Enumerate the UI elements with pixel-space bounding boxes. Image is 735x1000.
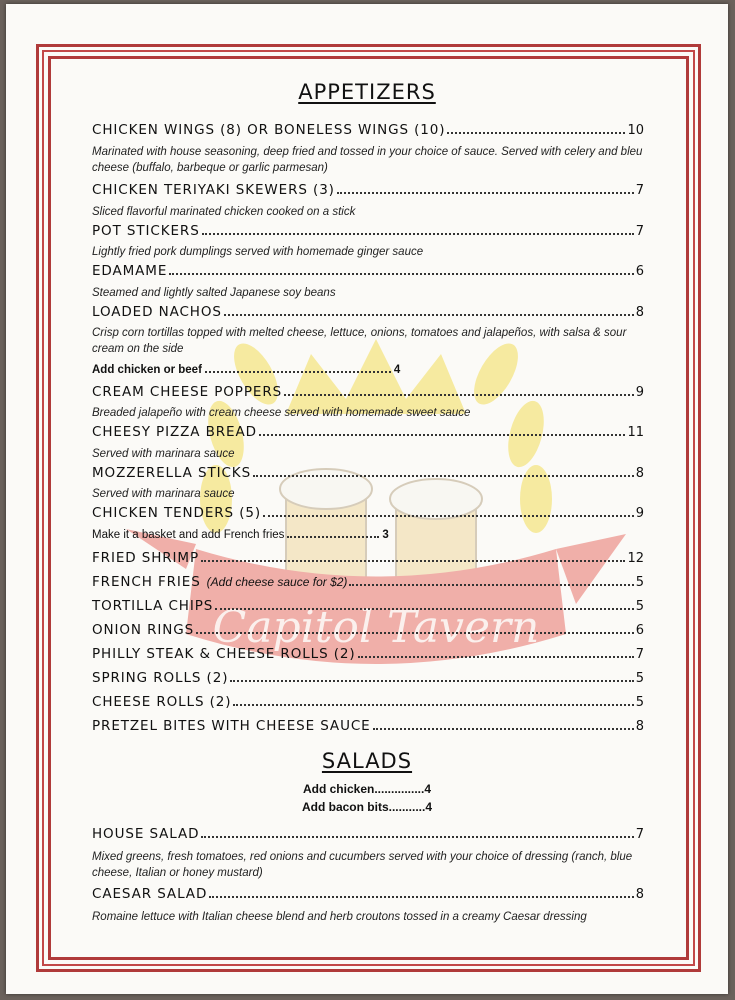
menu-item-description: Mixed greens, fresh tomatoes, red onions and cucumbers served with your choice of dressing (ranch, blue cheese, Italian or honey mustard) <box>92 851 633 879</box>
menu-item <box>92 122 644 140</box>
menu-item-name: TORTILLA CHIPS <box>92 598 214 614</box>
menu-item-name: CAESAR SALAD <box>92 886 208 902</box>
menu-item-name: CREAM CHEESE POPPERS <box>92 384 283 400</box>
menu-content <box>6 4 728 994</box>
menu-item-price: 8 <box>635 305 644 320</box>
dot-leader <box>230 680 633 682</box>
menu-item-name: CHEESE ROLLS (2) <box>92 694 232 710</box>
menu-item-name: POT STICKERS <box>92 223 200 239</box>
dot-leader <box>358 656 634 658</box>
menu-item-price: 7 <box>635 827 644 842</box>
dot-leader <box>349 584 633 586</box>
menu-item <box>92 424 644 442</box>
menu-item-name: LOADED NACHOS <box>92 304 222 320</box>
menu-item-description: Steamed and lightly salted Japanese soy beans <box>92 287 336 299</box>
section-title-salads: SALADS <box>321 749 413 773</box>
menu-item <box>92 646 644 664</box>
dot-leader <box>209 896 633 898</box>
dot-leader <box>201 560 625 562</box>
menu-item-price: 6 <box>635 264 644 279</box>
menu-item-name: FRIED SHRIMP <box>92 550 200 566</box>
menu-item <box>92 223 644 241</box>
menu-item-note: (Add cheese sauce for $2) <box>206 575 348 589</box>
menu-item-name: MOZZERELLA STICKS <box>92 465 252 481</box>
menu-item-price: 5 <box>635 671 644 686</box>
menu-item <box>92 718 644 736</box>
menu-item-description: Served with marinara sauce <box>92 488 235 500</box>
menu-item <box>92 694 644 712</box>
addon-label: Add chicken or beef <box>92 364 202 376</box>
dot-leader <box>253 475 634 477</box>
menu-item-price: 7 <box>635 224 644 239</box>
menu-item-price: 11 <box>627 425 644 440</box>
addon-line <box>92 529 389 545</box>
menu-item-description: Marinated with house seasoning, deep fried and tossed in your choice of sauce. Served with celery and bleu cheese (buffalo, barbeque or garlic parmesan) <box>92 146 643 174</box>
addon-line <box>92 364 400 380</box>
addon-label: Make it a basket and add French fries <box>92 529 285 541</box>
menu-item-name: CHICKEN WINGS (8) OR BONELESS WINGS (10) <box>92 122 446 138</box>
menu-item-price: 5 <box>635 575 644 590</box>
menu-item-description: Romaine lettuce with Italian cheese blend and herb croutons tossed in a creamy Caesar dressing <box>92 911 587 923</box>
dot-leader <box>205 371 391 373</box>
dot-leader <box>233 704 633 706</box>
menu-item-name: PHILLY STEAK & CHEESE ROLLS (2) <box>92 646 356 662</box>
salad-addon <box>6 800 728 814</box>
salad-addon-label: Add chicken <box>302 782 375 796</box>
menu-item <box>92 598 644 616</box>
menu-item-name: CHICKEN TERIYAKI SKEWERS (3) <box>92 182 335 198</box>
menu-item-name: FRENCH FRIES <box>92 574 201 590</box>
dot-leader <box>337 192 634 194</box>
menu-item <box>92 622 644 640</box>
watermark-text: Capitol Tavern <box>212 602 540 653</box>
menu-item-description: Sliced flavorful marinated chicken cooked on a stick <box>92 206 356 218</box>
menu-item <box>92 304 644 322</box>
menu-item <box>92 550 644 568</box>
salad-addon-price: 4 <box>424 782 432 796</box>
menu-item-price: 5 <box>635 599 644 614</box>
menu-item <box>92 465 644 483</box>
menu-item-price: 8 <box>635 466 644 481</box>
salad-addon-label: Add bacon bits <box>301 800 389 814</box>
menu-item-name: EDAMAME <box>92 263 168 279</box>
menu-item-price: 5 <box>635 695 644 710</box>
menu-item-name: SPRING ROLLS (2) <box>92 670 229 686</box>
dot-leader <box>169 273 633 275</box>
menu-item-price: 6 <box>635 623 644 638</box>
menu-item <box>92 384 644 402</box>
dot-leader <box>287 536 379 538</box>
menu-item-price: 9 <box>635 385 644 400</box>
dot-leader <box>215 608 633 610</box>
menu-item-price: 7 <box>635 647 644 662</box>
salad-addon <box>6 782 728 796</box>
dot-leader <box>201 836 633 838</box>
menu-item-price: 10 <box>627 123 644 138</box>
section-title-appetizers: APPETIZERS <box>298 80 436 104</box>
menu-item-name: CHEESY PIZZA BREAD <box>92 424 257 440</box>
dot-leader <box>263 515 634 517</box>
menu-item-description: Lightly fried pork dumplings served with homemade ginger sauce <box>92 246 424 258</box>
menu-item <box>92 670 644 688</box>
dot-leader <box>196 632 634 634</box>
menu-item-name: HOUSE SALAD <box>92 826 200 842</box>
salad-addon-dots: ........... <box>388 800 426 814</box>
menu-item <box>92 505 644 523</box>
dot-leader <box>373 728 634 730</box>
menu-item-description: Breaded jalapeño with cream cheese served with homemade sweet sauce <box>92 407 471 419</box>
menu-item <box>92 574 644 592</box>
menu-page <box>6 4 728 994</box>
salad-addon-price: 4 <box>425 800 433 814</box>
salad-addon-dots: ............... <box>374 782 425 796</box>
addon-price: 4 <box>393 364 401 376</box>
addon-price: 3 <box>382 529 389 541</box>
menu-item-description: Crisp corn tortillas topped with melted cheese, lettuce, onions, tomatoes and jalapeños, with salsa & sour cream on the side <box>92 327 627 355</box>
dot-leader <box>224 314 634 316</box>
dot-leader <box>259 434 626 436</box>
dot-leader <box>202 233 634 235</box>
menu-item <box>92 826 644 844</box>
dot-leader <box>447 132 625 134</box>
menu-item <box>92 886 644 904</box>
menu-item-price: 8 <box>635 887 644 902</box>
menu-item-name: CHICKEN TENDERS (5) <box>92 505 262 521</box>
menu-item-price: 12 <box>627 551 644 566</box>
menu-item-name: PRETZEL BITES WITH CHEESE SAUCE <box>92 718 371 734</box>
menu-item-price: 8 <box>635 719 644 734</box>
menu-item-price: 7 <box>635 183 644 198</box>
menu-item <box>92 182 644 200</box>
menu-item-name: ONION RINGS <box>92 622 195 638</box>
menu-item-price: 9 <box>635 506 644 521</box>
menu-item-description: Served with marinara sauce <box>92 448 235 460</box>
menu-item <box>92 263 644 281</box>
dot-leader <box>284 394 634 396</box>
